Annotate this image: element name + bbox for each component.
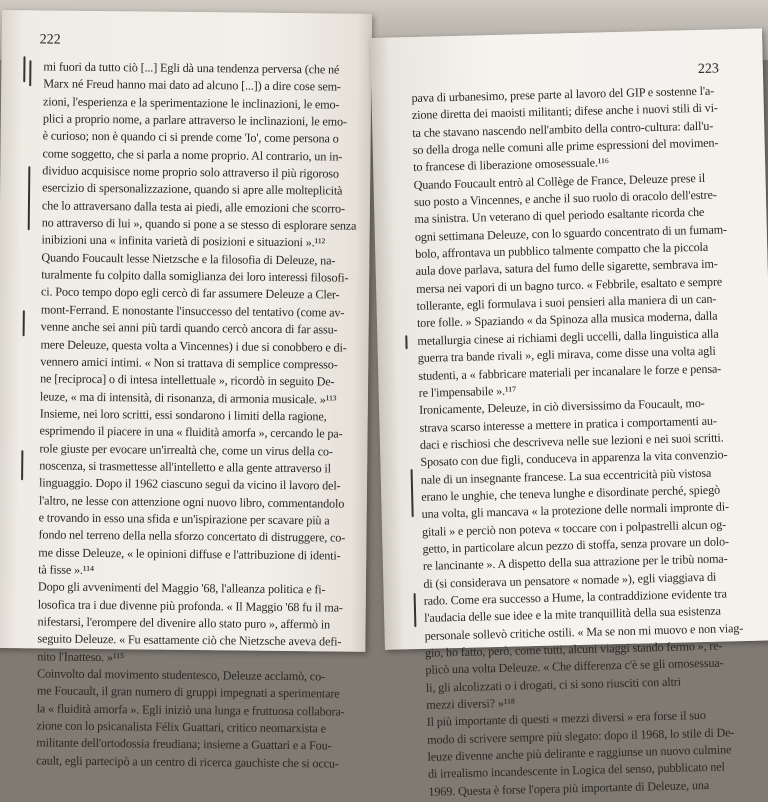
text-line: ma sinistra. Un veterano di quel periodo esaltante ricorda che <box>414 205 705 227</box>
text-line: una volta, gli mancava « la protezione delle normali impronte di- <box>421 499 730 522</box>
text-line: l'audacia delle sue idee e la mite tranquillità della sua esistenza <box>424 603 721 626</box>
text-line: e trovando in esso una sfida e un'ispirazione per scavare più a <box>38 510 330 528</box>
text-line: studenti, a « fabbricare materiali per incanalare le forze e pensa- <box>418 361 722 383</box>
text-line: gio, ho fatto, però, come tutti, alcuni viaggi stando fermo », re- <box>424 638 723 660</box>
text-line: Ironicamente, Deleuze, in ciò diversissimo da Foucault, mo- <box>418 396 705 418</box>
text-line: Quando Foucault entrò al Collège de France, Deleuze prese il <box>413 170 706 192</box>
text-line: tà fisse ».¹¹⁴ <box>38 562 95 577</box>
left-page-text <box>36 58 358 772</box>
text-line: mersa nei vapori di un bagno turco. « Febbrile, esaltato e sempre <box>415 274 723 296</box>
text-line: mere Deleuze, questa volta a Vincennes) i due si conobbero e di- <box>40 336 347 355</box>
text-line: militante dell'ortodossia freudiana; insieme a Guattari e a Fou- <box>36 735 332 753</box>
text-line: di irrealismo incandescente in Logica del senso, pubblicato nel <box>427 759 725 782</box>
text-line: seguito Deleuze. « Fu esattamente ciò che Nietzsche aveva defi- <box>37 631 342 649</box>
right-page-text <box>411 82 747 801</box>
text-line: nifestarsi, l'erompere del divenire allo stato puro », affermò in <box>37 614 331 632</box>
text-line: role giuste per evocare un'irrealtà che, come un virus della co- <box>39 440 333 459</box>
text-line: è curioso; non è quando ci si prende come 'Io', come persona o <box>42 128 339 146</box>
text-line: cault, egli partecipò a un centro di ricerca gauchiste che si occu- <box>36 753 339 771</box>
text-line: di (si considerava un pensatore « nomade »), egli viaggiava di <box>423 569 717 591</box>
text-line: tore folle. » Spaziando « da Spinoza alla musica moderna, dalla <box>416 309 718 331</box>
text-line: turalmente fu colpito dalla somiglianza dei loro interessi filosofi- <box>41 267 349 285</box>
text-line: venne anche sei anni più tardi quando cercò ancora di far assu- <box>40 319 338 337</box>
text-line: inibizioni una « infinita varietà di posizioni e situazioni ».¹¹² <box>41 232 326 250</box>
text-line: noscenza, si trasmettesse all'intelletto e alla gente attraverso il <box>39 458 331 476</box>
text-line: mi fuori da tutto ciò [...] Egli dà una tendenza perversa (che né <box>43 59 340 77</box>
text-line: esercizio di spersonalizzazione, quando si apre alle molteplicità <box>42 180 343 198</box>
text-line: mont-Ferrand. E nonostante l'insuccesso del tentativo (come av- <box>40 302 345 320</box>
text-line: leuze, « ma di intensità, di risonanza, di armonia musicale. »¹¹³ <box>39 388 337 407</box>
text-line: zione diretta dei maoisti militanti; difese anche i nuovi stili di vi- <box>411 100 718 123</box>
text-line: re lancinante ». A dispetto della sua attrazione per le tribù noma- <box>422 551 728 574</box>
text-line: ogni settimana Deleuze, con lo sguardo concentrato di un fumam- <box>414 222 728 244</box>
text-line: l'altro, ne lesse con attenzione ogni nuovo libro, commentandolo <box>38 493 345 511</box>
left-page-number: 222 <box>39 32 61 48</box>
text-line: losofica tra i due divenne più profonda. « Il Maggio '68 fu il ma- <box>37 597 343 615</box>
text-line: me disse Deleuze, « le opinioni diffuse e l'attribuzione di identi- <box>38 545 341 563</box>
text-line: mezzi diversi? »¹¹⁸ <box>426 695 516 712</box>
text-line: Il più importante di questi « mezzi diversi » era forse il suo <box>426 708 706 730</box>
text-line: ta che stavano nascendo nell'ambito della contro-cultura: dall'u- <box>412 118 714 140</box>
text-line: nito l'Inatteso. »¹¹⁵ <box>37 649 125 665</box>
text-line: Dopo gli avvenimenti del Maggio '68, l'alleanza politica e fi- <box>37 579 326 597</box>
text-line: linguaggio. Dopo il 1962 ciascuno seguì da vicino il lavoro del- <box>38 475 341 493</box>
text-line: esprimendo il piacere in una « fluidità amorfa », cercando le pa- <box>39 423 343 441</box>
text-line: Quando Foucault lesse Nietzsche e la filosofia di Deleuze, na- <box>41 250 336 268</box>
text-line: Sposato con due figli, conduceva in apparenza la vita convenzio- <box>420 447 728 470</box>
text-line: getto, in particolare alcun pezzo di stoffa, senza provare un dolo- <box>422 534 730 556</box>
text-line: bolo, affrontava un pubblico talmente compatto che la piccola <box>415 239 709 262</box>
left-page <box>0 10 372 771</box>
text-line: vennero amici intimi. « Non si trattava di semplice compresso- <box>40 354 338 372</box>
text-line: me Foucault, il gran numero di gruppi impegnati a sperimentare <box>36 683 340 701</box>
text-line: nale di un insegnante francese. La sua eccentricità più vistosa <box>420 465 712 487</box>
text-line: guerra tra bande rivali », egli mirava, come disse una volta agli <box>417 343 716 366</box>
text-line: Marx né Freud hanno mai dato ad alcuno [...]) a dire cose sem- <box>43 76 341 94</box>
right-page-number: 223 <box>697 61 720 77</box>
text-line: gitali » e perciò non poteva « toccare con i polpastrelli alcun og- <box>421 517 727 539</box>
text-line: plici a proprio nome, a parlare attraverso le inclinazioni, le emo- <box>42 111 347 129</box>
text-line: no attraverso di lui », quando si pone a se stesso di esplorare senza <box>41 215 357 233</box>
text-line: ci. Poco tempo dopo egli cercò di far assumere Deleuze a Cler- <box>40 284 340 303</box>
text-line: pava di urbanesimo, prese parte al lavoro del GIP e sostenne l'a- <box>411 83 715 106</box>
text-line: to francese di liberazione omosessuale.¹¹⁶ <box>413 155 610 175</box>
text-line: zione con lo psicanalista Félix Guattari, critico neomarxista e <box>36 718 326 736</box>
right-page <box>370 28 768 799</box>
text-line: aula dove parlava, satura del fumo delle sigarette, sembrava im- <box>415 257 718 279</box>
pencil-margin-mark <box>28 166 31 230</box>
pencil-margin-mark <box>29 60 31 86</box>
text-line: fondo nel terreno della nella sforzo concertato di distruggere, co- <box>38 527 346 545</box>
text-line: la « fluidità amorfa ». Egli iniziò una lunga e fruttuosa collabora- <box>36 701 345 719</box>
text-line: ne [reciproca] o di intesa intellettuale », ricordò in seguito De- <box>40 371 335 389</box>
text-line: re l'impensabile ».¹¹⁷ <box>418 383 517 400</box>
text-line: li, gli alcolizzati o i drogati, ci si sono riusciti con altri <box>425 674 682 695</box>
text-line: leuze divenne anche più delirante e raggiunse un nuovo culmine <box>427 742 732 764</box>
pencil-margin-mark <box>21 450 23 480</box>
text-line: metallurgia cinese ai richiami degli uccelli, dalla linguistica alla <box>417 326 719 348</box>
pencil-margin-mark <box>23 310 25 336</box>
pencil-margin-mark <box>411 469 414 517</box>
text-line: come soggetto, che si parla a nome proprio. Al contrario, un in- <box>42 146 343 164</box>
pencil-margin-mark <box>405 335 407 349</box>
text-line: personale sollevò critiche ostili. « Ma se non mi muovo e non viag- <box>424 620 744 643</box>
text-line: erano le unghie, che teneva lunghe e disordinate perché, spiegò <box>421 482 721 504</box>
text-line: Insieme, nei loro scritti, essi sondarono i limiti della ragione, <box>39 406 327 424</box>
text-line: dividuo acquisisce nome proprio solo attraverso il più rigoroso <box>42 163 339 181</box>
text-line: Coinvolto dal movimento studentesco, Deleuze acclamò, co- <box>36 666 326 684</box>
text-line: daci e rischiosi che descriveva nelle sue lezioni e nei suoi scritti. <box>419 430 724 452</box>
text-line: tollerante, egli formulava i suoi pensieri alla maniera di un can- <box>416 291 717 314</box>
text-line: so della droga nelle comuni alle prime espressioni del movimen- <box>412 135 719 158</box>
pencil-margin-mark <box>23 56 25 82</box>
text-line: suo posto a Vincennes, e anche il suo ruolo di oracolo dell'estre- <box>413 187 717 210</box>
text-line: zioni, l'esperienza e la sperimentazione le inclinazioni, le emo- <box>42 94 340 112</box>
text-line: che lo attraversano dalla testa ai piedi, alle emozioni che scorro- <box>41 198 345 216</box>
text-line: rado. Come era successo a Hume, la contraddizione evidente tra <box>423 586 727 608</box>
pencil-margin-mark <box>414 593 417 627</box>
text-line: modo di scrivere sempre più slegato: dopo il 1968, lo stile di De- <box>426 725 735 747</box>
text-line: 1969. Questa è forse l'opera più importante di Deleuze, una <box>428 777 710 799</box>
text-line: strava scarso interesse a mettere in pratica i comportamenti au- <box>419 413 717 435</box>
text-line: plicò una volta Deleuze. « Che differenza c'è se gli omosessua- <box>425 655 724 678</box>
